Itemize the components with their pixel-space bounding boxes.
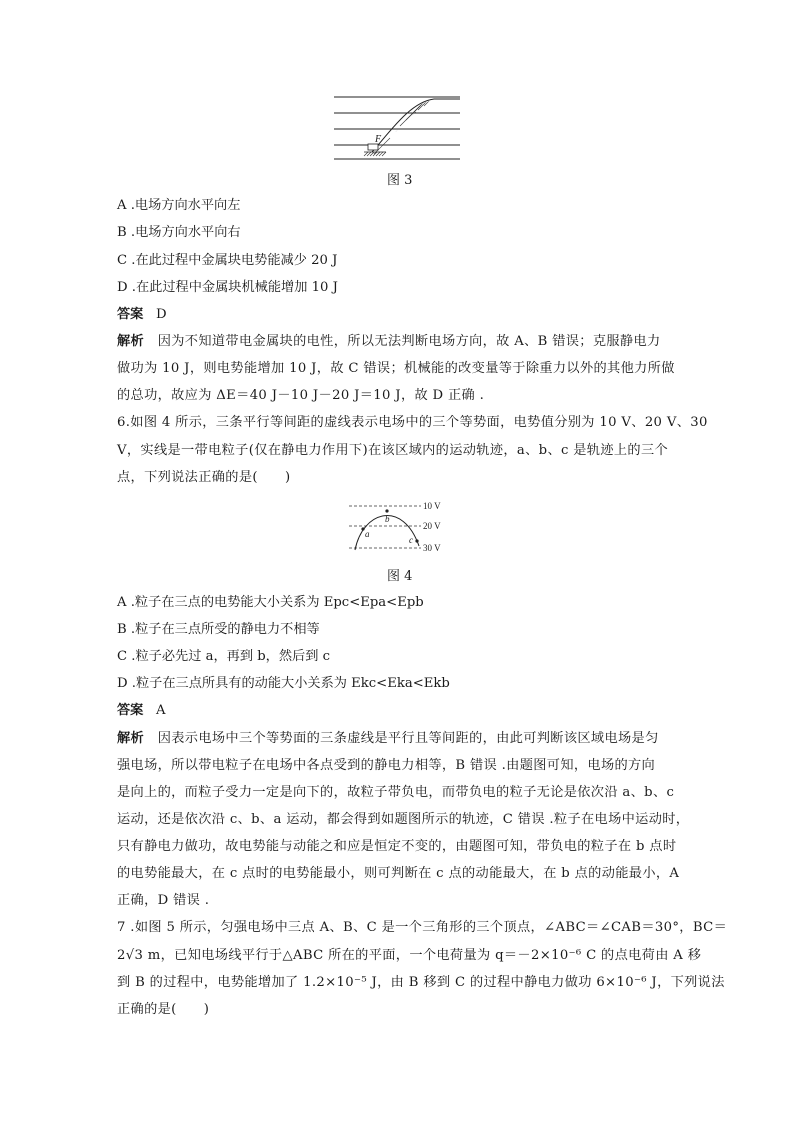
potential-10v-label: 10 V (423, 501, 441, 511)
q5-option-d: D .在此过程中金属块机械能增加 10 J (117, 280, 338, 295)
figure-3 (330, 92, 465, 164)
q5-option-b: B .电场方向水平向右 (117, 225, 241, 240)
q6-analysis-line-6: 的电势能最大，在 c 点时的电势能最小，则可判断在 c 点的动能最大，在 b 点的动能最小，A (117, 866, 680, 881)
q5-option-c: C .在此过程中金属块电势能减少 20 J (117, 253, 338, 268)
q5-option-a: A .电场方向水平向左 (117, 198, 241, 213)
q6-option-b: B .粒子在三点所受的静电力不相等 (117, 622, 320, 637)
q6-option-d: D .粒子在三点所具有的动能大小关系为 Ekc<Eka<Ekb (117, 676, 450, 691)
q6-analysis-line-1: 解析 因表示电场中三个等势面的三条虚线是平行且等间距的，由此可判断该区域电场是匀 (117, 731, 659, 746)
force-label: F (375, 134, 382, 145)
potential-20v-label: 20 V (423, 521, 441, 531)
point-b-label: b (385, 514, 390, 524)
q5-answer: 答案 D (117, 307, 167, 322)
q7-stem-line-3: 到 B 的过程中，电势能增加了 1.2×10⁻⁵ J，由 B 移到 C 的过程中静电力做功 6×10⁻⁶ J，下列说法 (117, 975, 725, 990)
q5-analysis-line-1: 解析 因为不知道带电金属块的电性，所以无法判断电场方向，故 A、B 错误；克服静电力 (117, 334, 661, 349)
point-c (415, 539, 418, 542)
figure-3-caption: 图 3 (387, 173, 413, 188)
potential-30v-label: 30 V (423, 543, 441, 553)
q6-option-c: C .粒子必先过 a，再到 b，然后到 c (117, 649, 330, 664)
figure-4-caption: 图 4 (387, 569, 413, 584)
q6-analysis-line-3: 是向上的，而粒子受力一定是向下的，故粒子带负电，而带负电的粒子无论是依次沿 a、b、c (117, 785, 675, 800)
q6-analysis-line-7: 正确，D 错误 . (117, 893, 210, 908)
q6-answer: 答案 A (117, 703, 166, 718)
q5-analysis-line-3: 的总功，故应为 ΔE＝40 J－10 J－20 J＝10 J，故 D 正确 . (117, 388, 485, 403)
q7-stem-line-1: 7 .如图 5 所示，匀强电场中三点 A、B、C 是一个三角形的三个顶点，∠ABC＝∠CAB＝30°，BC＝ (117, 920, 728, 935)
figure-4 (345, 496, 455, 558)
q7-stem-line-4: 正确的是( ) (117, 1002, 210, 1017)
q6-stem-line-2: V，实线是一带电粒子(仅在静电力作用下)在该区域内的运动轨迹，a、b、c 是轨迹上的三个 (117, 443, 669, 458)
q6-analysis-line-5: 只有静电力做功，故电势能与动能之和应是恒定不变的，由题图可知，带负电的粒子在 b 点时 (117, 839, 677, 854)
point-c-label: c (409, 535, 413, 545)
q6-stem-line-3: 点，下列说法正确的是( ) (117, 470, 291, 485)
q6-option-a: A .粒子在三点的电势能大小关系为 Epc<Epa<Epb (117, 595, 424, 610)
q5-analysis-line-2: 做功为 10 J，则电势能增加 10 J，故 C 错误；机械能的改变量等于除重力以外的其他力所做 (117, 361, 675, 376)
point-b (385, 509, 388, 512)
q6-analysis-line-2: 强电场，所以带电粒子在电场中各点受到的静电力相等，B 错误 .由题图可知，电场的方向 (117, 758, 656, 773)
point-a-label: a (365, 529, 370, 539)
q6-analysis-line-4: 运动，还是依次沿 c、b、a 运动，都会得到如题图所示的轨迹，C 错误 .粒子在电场中运动时， (117, 812, 690, 827)
q6-stem-line-1: 6.如图 4 所示，三条平行等间距的虚线表示电场中的三个等势面，电势值分别为 10 V、20 V、30 (117, 415, 708, 430)
q7-stem-line-2: 2√3 m，已知电场线平行于△ABC 所在的平面，一个电荷量为 q＝－2×10⁻⁶ C 的点电荷由 A 移 (117, 948, 702, 963)
